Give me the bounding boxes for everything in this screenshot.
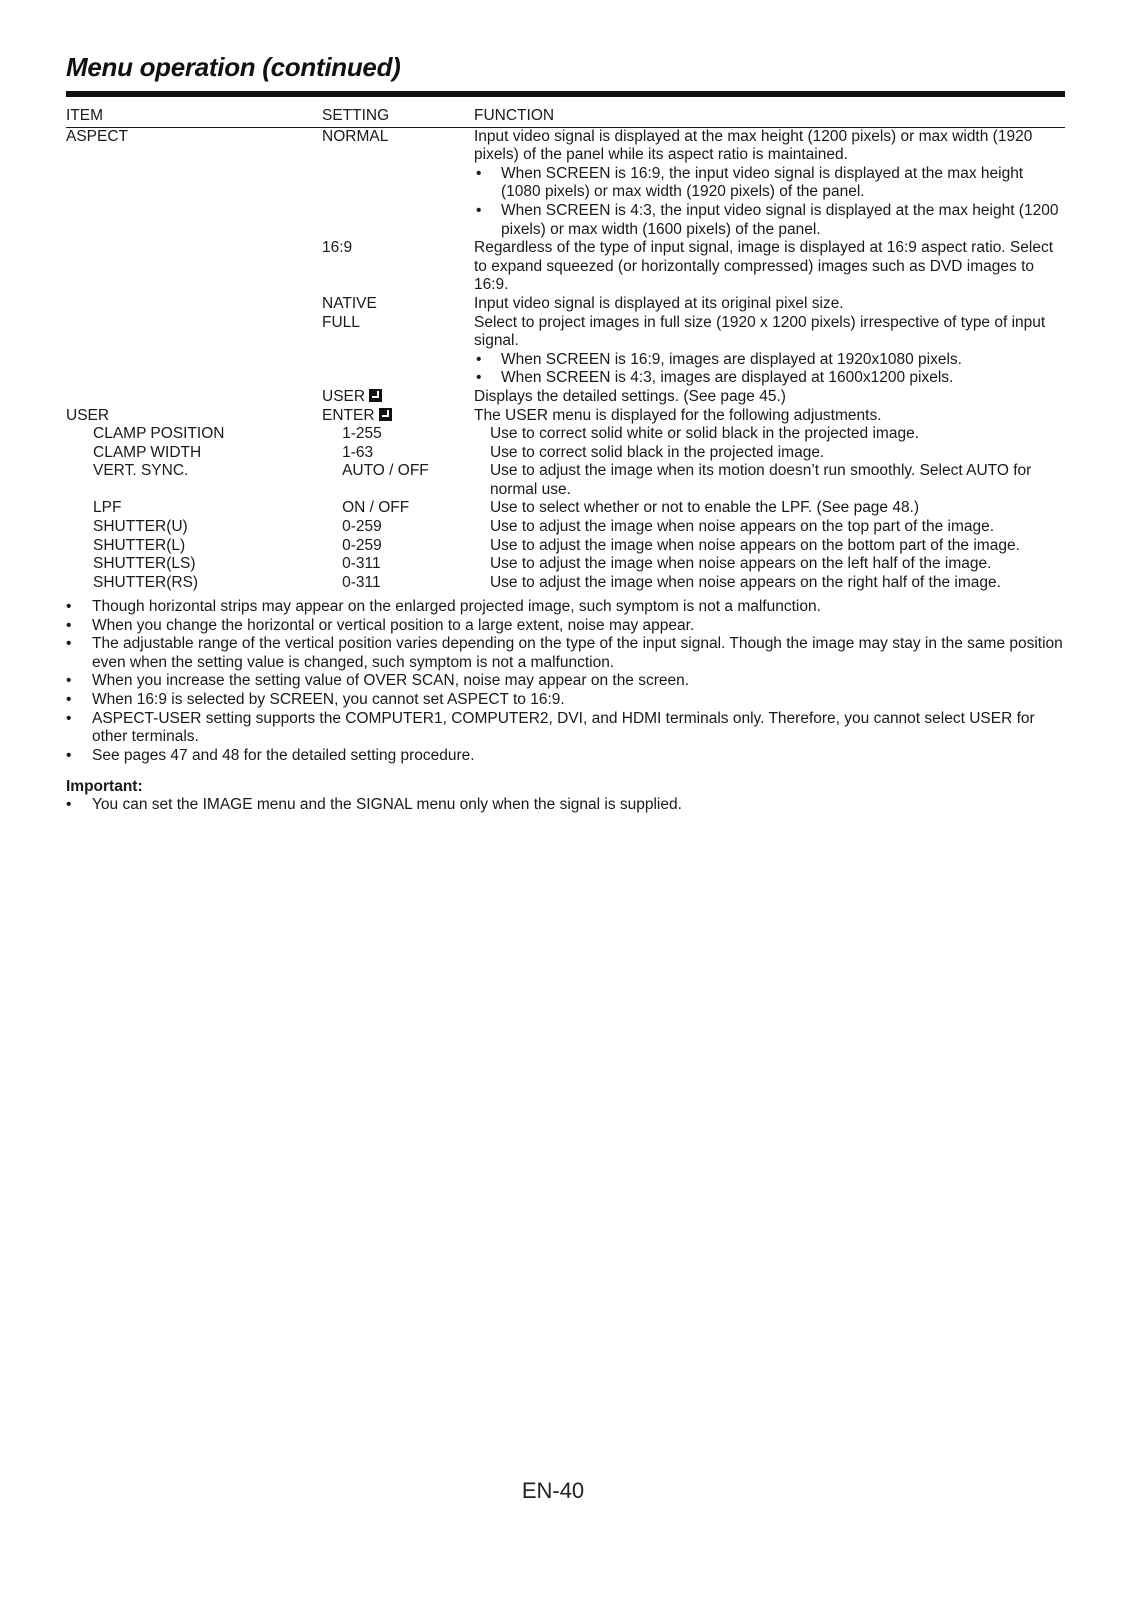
table-row <box>66 295 1065 314</box>
row-function: Use to correct solid white or solid black in the projected image. <box>489 425 920 443</box>
bullet-dot: • <box>66 616 72 634</box>
table-row <box>66 444 1065 463</box>
setting-label: ENTER <box>322 406 375 424</box>
important-list <box>66 796 1065 815</box>
note-text: When you increase the setting value of OVER SCAN, noise may appear on the screen. <box>92 672 690 690</box>
bullet-dot: • <box>476 164 482 182</box>
row-item <box>66 388 322 407</box>
row-function: Use to correct solid black in the projected image. <box>489 443 825 461</box>
row-setting: 1-63 <box>342 443 374 461</box>
row-function: Use to adjust the image when noise appears on the left half of the image. <box>489 555 992 573</box>
bullet-dot: • <box>66 672 72 690</box>
row-item: USER <box>66 406 110 424</box>
note-item <box>66 691 1065 710</box>
bullet-dot: • <box>66 709 72 727</box>
table-row <box>66 574 1065 593</box>
important-item <box>66 796 1065 815</box>
row-function <box>474 314 1065 388</box>
row-function: Use to adjust the image when noise appears on the top part of the image. <box>489 518 995 536</box>
function-text: Input video signal is displayed at the max height (1200 pixels) or max width (1920 pixels) of the panel while its aspect ratio is maintained. <box>474 127 1033 164</box>
menu-table <box>66 107 1065 592</box>
note-item <box>66 617 1065 636</box>
bullet-dot: • <box>476 350 482 368</box>
table-row <box>66 499 1065 518</box>
enter-key-icon <box>369 389 382 402</box>
table-row <box>66 314 1065 388</box>
row-item: CLAMP POSITION <box>93 425 225 443</box>
row-setting: FULL <box>322 313 360 331</box>
row-item: CLAMP WIDTH <box>93 443 202 461</box>
row-item: SHUTTER(U) <box>93 518 188 536</box>
row-item: SHUTTER(RS) <box>93 573 199 591</box>
bullet-dot: • <box>476 201 482 219</box>
row-setting: ON / OFF <box>342 499 410 517</box>
row-item <box>66 314 322 388</box>
table-row <box>66 537 1065 556</box>
row-item: VERT. SYNC. <box>93 462 189 480</box>
note-text: ASPECT-USER setting supports the COMPUTER1, COMPUTER2, DVI, and HDMI terminals only. Therefore, you cannot select USER for other terminals. <box>92 709 1035 746</box>
bullet-dot: • <box>66 796 72 813</box>
row-function: Use to select whether or not to enable the LPF. (See page 48.) <box>489 499 920 517</box>
header-item: ITEM <box>66 107 104 124</box>
table-row <box>66 425 1065 444</box>
row-function: Regardless of the type of input signal, image is displayed at 16:9 aspect ratio. Select to expand squeezed (or horizontally compressed) images such as DVD images to 16:9. <box>474 239 1054 294</box>
table-row <box>66 128 1065 240</box>
header-setting: SETTING <box>322 107 390 124</box>
function-bullet <box>474 369 1065 388</box>
important-text: You can set the IMAGE menu and the SIGNAL menu only when the signal is supplied. <box>92 796 682 813</box>
note-text: The adjustable range of the vertical position varies depending on the type of the input signal. Though the image may stay in the same position even when the setting value is changed, such symptom is not a malfunction. <box>92 635 1063 671</box>
bullet-text: When SCREEN is 4:3, the input video signal is displayed at the max height (1200 pixels) or max width (1600 pixels) of the panel. <box>501 201 1059 238</box>
row-item: SHUTTER(L) <box>93 536 186 554</box>
row-setting <box>322 388 474 407</box>
note-item <box>66 635 1065 672</box>
table-header-row <box>66 107 1065 128</box>
row-setting: 16:9 <box>322 239 353 257</box>
row-setting: 0-259 <box>342 536 382 554</box>
bullet-dot: • <box>66 746 72 764</box>
row-function: Use to adjust the image when noise appears on the bottom part of the image. <box>489 536 1020 554</box>
row-setting <box>322 407 474 426</box>
row-setting: 0-311 <box>342 555 381 573</box>
row-setting: NORMAL <box>322 127 389 145</box>
row-setting: AUTO / OFF <box>342 462 429 480</box>
row-setting: 0-259 <box>342 518 382 536</box>
bullet-text: When SCREEN is 16:9, images are displayed at 1920x1080 pixels. <box>501 350 962 368</box>
row-setting: NATIVE <box>322 294 377 312</box>
header-function: FUNCTION <box>474 107 555 124</box>
row-item <box>66 239 322 295</box>
setting-label: USER <box>322 387 366 405</box>
table-row <box>66 555 1065 574</box>
notes-list <box>66 598 1065 765</box>
function-bullet <box>474 165 1065 202</box>
table-row <box>66 388 1065 407</box>
note-item <box>66 747 1065 766</box>
row-function: Use to adjust the image when noise appears on the right half of the image. <box>489 573 1001 591</box>
enter-key-icon <box>379 408 392 421</box>
table-row <box>66 239 1065 295</box>
bullet-text: When SCREEN is 16:9, the input video signal is displayed at the max height (1080 pixels) or max width (1920 pixels) of the panel. <box>501 164 1024 201</box>
table-row <box>66 462 1065 499</box>
row-setting: 0-311 <box>342 573 381 591</box>
row-function: Use to adjust the image when its motion doesn’t run smoothly. Select AUTO for normal use. <box>489 462 1032 498</box>
row-item: LPF <box>93 499 122 517</box>
note-item <box>66 672 1065 691</box>
function-bullet <box>474 202 1065 239</box>
note-text: See pages 47 and 48 for the detailed setting procedure. <box>92 746 475 764</box>
page-number: EN-40 <box>521 1478 585 1503</box>
note-text: When you change the horizontal or vertical position to a large extent, noise may appear. <box>92 616 695 634</box>
row-function <box>474 128 1065 240</box>
row-item: ASPECT <box>66 127 129 145</box>
bullet-dot: • <box>66 635 72 653</box>
note-item <box>66 710 1065 747</box>
page-title: Menu operation (continued) <box>66 52 401 82</box>
bullet-dot: • <box>66 690 72 708</box>
important-heading: Important: <box>66 778 143 795</box>
function-bullet <box>474 351 1065 370</box>
table-row <box>66 518 1065 537</box>
bullet-dot: • <box>66 598 72 615</box>
row-item: SHUTTER(LS) <box>93 555 196 573</box>
title-rule <box>66 91 1065 97</box>
row-item <box>66 295 322 314</box>
row-setting: 1-255 <box>342 425 382 443</box>
bullet-dot: • <box>476 369 482 387</box>
note-text: Though horizontal strips may appear on the enlarged projected image, such symptom is not a malfunction. <box>92 598 821 615</box>
row-function: Displays the detailed settings. (See page 45.) <box>474 387 786 405</box>
function-text: Select to project images in full size (1920 x 1200 pixels) irrespective of type of input signal. <box>474 313 1046 350</box>
row-function: Input video signal is displayed at its original pixel size. <box>474 294 844 312</box>
note-item <box>66 598 1065 617</box>
bullet-text: When SCREEN is 4:3, images are displayed at 1600x1200 pixels. <box>501 369 954 387</box>
row-function: The USER menu is displayed for the following adjustments. <box>474 406 882 424</box>
table-row <box>66 407 1065 426</box>
note-text: When 16:9 is selected by SCREEN, you cannot set ASPECT to 16:9. <box>92 690 565 708</box>
